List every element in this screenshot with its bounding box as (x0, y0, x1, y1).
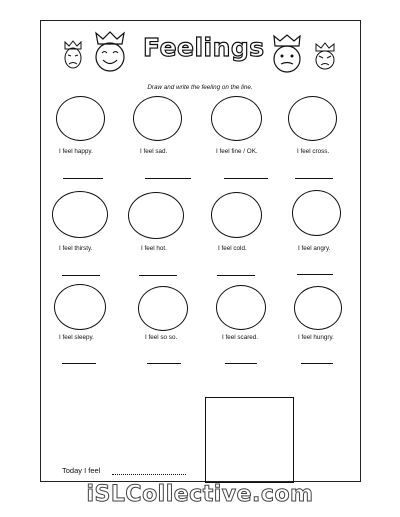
today-label: Today I feel (62, 466, 101, 475)
answer-line-angry[interactable] (297, 274, 333, 275)
answer-line-happy[interactable] (63, 178, 103, 179)
feeling-label-hot: I feel hot. (141, 245, 167, 252)
crowned-face-angry-icon (313, 42, 337, 72)
drawing-circle-hungry[interactable] (294, 286, 342, 330)
answer-line-fine[interactable] (224, 178, 268, 179)
drawing-circle-fine[interactable] (211, 96, 262, 141)
drawing-circle-sleepy[interactable] (54, 284, 106, 330)
answer-line-scared[interactable] (225, 363, 257, 364)
answer-line-cold[interactable] (217, 275, 255, 276)
feeling-label-scared: I feel scared. (222, 334, 259, 341)
answer-line-hot[interactable] (139, 275, 177, 276)
today-drawing-box[interactable] (205, 397, 294, 483)
feeling-label-fine: I feel fine / OK. (216, 148, 258, 155)
drawing-circle-happy[interactable] (56, 96, 105, 141)
answer-line-sad[interactable] (145, 178, 191, 179)
feeling-label-so-so: I feel so so. (145, 334, 178, 341)
drawing-circle-cold[interactable] (211, 192, 262, 238)
answer-line-cross[interactable] (295, 178, 333, 179)
crowned-face-happy-icon (92, 30, 128, 74)
answer-line-sleepy[interactable] (62, 363, 96, 364)
feeling-label-cold: I feel cold. (218, 245, 247, 252)
drawing-circle-thirsty[interactable] (52, 191, 108, 238)
instruction-text: Draw and write the feeling on the line. (147, 84, 253, 91)
drawing-circle-cross[interactable] (288, 96, 337, 141)
today-answer-line[interactable] (112, 474, 186, 475)
answer-line-hungry[interactable] (301, 363, 333, 364)
page-title: Feelings (143, 33, 265, 62)
feeling-label-angry: I feel angry. (298, 245, 331, 252)
drawing-circle-sad[interactable] (133, 96, 182, 141)
drawing-circle-scared[interactable] (216, 285, 266, 330)
crowned-face-small-left-icon (62, 40, 84, 70)
answer-line-thirsty[interactable] (62, 275, 100, 276)
feeling-label-happy: I feel happy. (59, 148, 93, 155)
feeling-label-cross: I feel cross. (297, 148, 330, 155)
watermark-logo: iSLCollective.com (86, 482, 314, 507)
drawing-circle-hot[interactable] (128, 192, 184, 239)
answer-line-so-so[interactable] (147, 363, 181, 364)
feeling-label-sad: I feel sad. (140, 148, 168, 155)
feeling-label-sleepy: I feel sleepy. (59, 334, 94, 341)
feeling-label-hungry: I feel hungry. (298, 334, 334, 341)
drawing-circle-angry[interactable] (292, 190, 341, 236)
crowned-face-neutral-icon (270, 33, 304, 75)
feeling-label-thirsty: I feel thirsty. (59, 245, 93, 252)
drawing-circle-so-so[interactable] (138, 286, 188, 331)
